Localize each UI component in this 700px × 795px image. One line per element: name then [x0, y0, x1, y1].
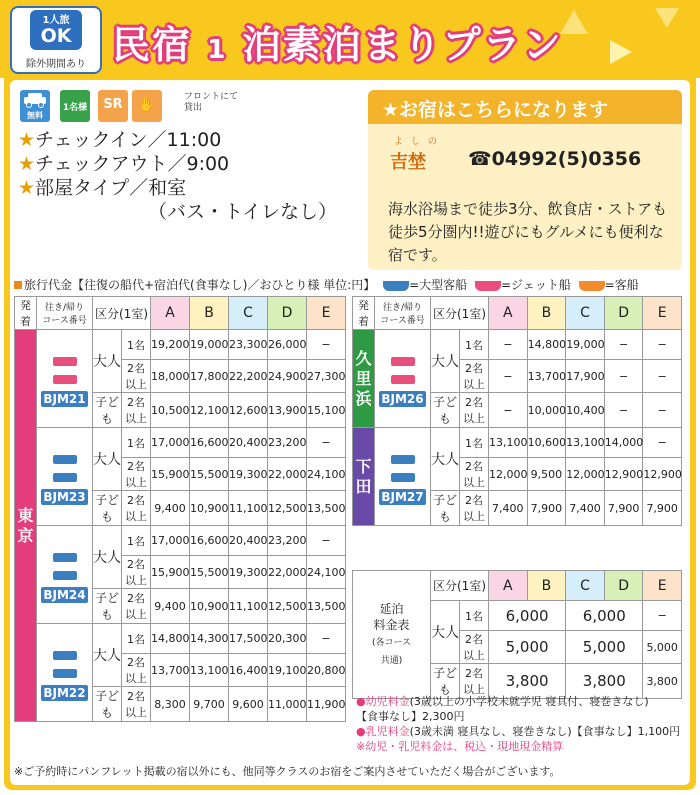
adult-label: 大人 [431, 601, 460, 664]
price-cell: 7,400 [566, 491, 605, 526]
table-row [353, 330, 682, 360]
legend-marker [14, 281, 22, 289]
child-label: 子ども [93, 491, 122, 526]
main-panel [10, 80, 690, 785]
header [0, 0, 700, 78]
class-header: 区分(1室) [431, 297, 489, 330]
table-header-row [15, 297, 346, 330]
count-label: 1名 [122, 330, 151, 360]
col-header-C: C [566, 571, 605, 601]
infant-notes [356, 694, 686, 754]
ship-icon [391, 357, 415, 366]
price-cell: 7,400 [489, 491, 528, 526]
infant-text: (3歳以上の小学校未就学児 寝具付、寝巻きなし) [409, 695, 649, 708]
baby-label: ●乳児料金 [356, 725, 410, 738]
price-cell: 9,700 [190, 687, 229, 722]
price-cell: 14,800 [151, 624, 190, 654]
price-cell: 23,200 [268, 526, 307, 556]
child-label: 子ども [431, 664, 460, 699]
price-cell: 19,200 [151, 330, 190, 360]
price-cell: 13,500 [307, 589, 346, 624]
price-cell: 8,300 [151, 687, 190, 722]
course-code-cell [37, 624, 93, 722]
col-header-D: D [604, 297, 643, 330]
price-cell: 12,900 [604, 458, 643, 491]
count-label: 2名以上 [122, 458, 151, 491]
price-cell: 15,100 [307, 393, 346, 428]
course-code: BJM26 [381, 391, 424, 406]
sr-icon [98, 90, 128, 122]
baby-line [356, 724, 686, 739]
badge-top-big: OK [40, 25, 72, 47]
price-cell: 24,900 [268, 360, 307, 393]
col-header-C: C [229, 297, 268, 330]
price-cell: − [604, 330, 643, 360]
count-label: 1名 [122, 526, 151, 556]
price-cell: 9,400 [151, 491, 190, 526]
price-cell: − [643, 360, 682, 393]
price-cell: 17,000 [151, 428, 190, 458]
price-cell: 14,000 [604, 428, 643, 458]
price-cell: − [307, 428, 346, 458]
title-pre: 民宿 [112, 23, 193, 67]
price-cell: − [604, 393, 643, 428]
price-cell: 19,000 [190, 330, 229, 360]
price-cell: 15,900 [151, 458, 190, 491]
count-label: 2名以上 [460, 631, 489, 664]
adult-label: 大人 [431, 330, 460, 393]
price-cell: 3,800 [489, 664, 566, 699]
child-label: 子ども [93, 393, 122, 428]
price-cell: 23,300 [229, 330, 268, 360]
adult-label: 大人 [93, 624, 122, 687]
kurihama-label: 久 里 浜 [353, 330, 375, 428]
price-cell: 14,800 [527, 330, 566, 360]
price-cell: 13,500 [307, 491, 346, 526]
ship-icon [53, 553, 77, 562]
hotel-heading: ★お宿はこちらになります [368, 90, 682, 124]
price-cell: − [643, 393, 682, 428]
checkout-text: チェックアウト／9:00 [35, 153, 230, 175]
table-row [15, 526, 346, 556]
price-cell: 10,000 [527, 393, 566, 428]
tokyo-label: 東 京 [15, 330, 37, 722]
price-cell: 18,000 [151, 360, 190, 393]
ship-icon [53, 455, 77, 464]
price-cell: 16,400 [229, 654, 268, 687]
course-code-cell [375, 428, 431, 526]
price-cell: 11,000 [268, 687, 307, 722]
price-cell: 16,600 [190, 428, 229, 458]
checkin-text: チェックイン／11:00 [35, 129, 222, 151]
price-cell: 5,000 [489, 631, 566, 664]
infant-label: ●幼児料金 [356, 695, 410, 708]
parking-label: 無料 [27, 111, 43, 120]
table-row [353, 428, 682, 458]
count-label: 2名以上 [122, 393, 151, 428]
price-cell: − [604, 360, 643, 393]
price-cell: 9,600 [229, 687, 268, 722]
course-code: BJM22 [43, 685, 86, 700]
sr-label: SR [103, 97, 123, 112]
decor-triangle [560, 10, 588, 34]
count-label: 1名 [460, 601, 489, 631]
price-cell: 10,900 [190, 491, 229, 526]
price-cell: 13,700 [527, 360, 566, 393]
count-label: 2名以上 [122, 491, 151, 526]
price-cell: 20,400 [229, 428, 268, 458]
large-ship-icon [383, 281, 409, 291]
child-label: 子ども [93, 589, 122, 624]
price-cell: 19,300 [229, 458, 268, 491]
table-row [15, 624, 346, 654]
price-legend [14, 276, 694, 293]
solo-travel-badge [10, 6, 102, 74]
table-row [15, 330, 346, 360]
price-cell: − [307, 526, 346, 556]
price-cell: 10,400 [566, 393, 605, 428]
badge-top-small: 1人旅 [42, 15, 70, 26]
rental-hand-icon: ✋ [132, 90, 162, 122]
count-label: 1名 [460, 330, 489, 360]
adult-label: 大人 [93, 428, 122, 491]
title-num: 1 [207, 35, 228, 65]
col-header-D: D [268, 297, 307, 330]
price-cell: 12,900 [643, 458, 682, 491]
price-cell: − [307, 330, 346, 360]
shimoda-label: 下 田 [353, 428, 375, 526]
parking-icon [20, 90, 50, 122]
count-label: 1名 [122, 428, 151, 458]
price-cell: 3,800 [643, 664, 682, 699]
price-cell: 12,500 [268, 491, 307, 526]
count-label: 2名以上 [460, 664, 489, 699]
price-cell: 5,000 [566, 631, 643, 664]
child-label: 子ども [93, 687, 122, 722]
adult-label: 大人 [93, 330, 122, 393]
price-cell: 20,400 [229, 526, 268, 556]
price-cell: 11,100 [229, 491, 268, 526]
table-header-row [353, 571, 682, 601]
dep-header: 発着 [15, 297, 37, 330]
price-cell: 7,900 [604, 491, 643, 526]
col-header-B: B [527, 297, 566, 330]
legend-big: =大型客船 [409, 278, 468, 292]
price-cell: 22,200 [229, 360, 268, 393]
price-cell: 15,500 [190, 458, 229, 491]
ship-icon [391, 473, 415, 482]
course-header: 往き/帰り コース番号 [37, 297, 93, 330]
page-title [112, 14, 563, 69]
checkin-line [18, 128, 337, 152]
price-cell: 10,900 [190, 589, 229, 624]
course-code: BJM23 [43, 489, 86, 504]
count-label: 2名以上 [460, 458, 489, 491]
col-header-E: E [307, 297, 346, 330]
col-header-A: A [151, 297, 190, 330]
price-cell: 11,100 [229, 589, 268, 624]
child-label: 子ども [431, 393, 460, 428]
col-header-E: E [643, 297, 682, 330]
price-cell: 12,600 [229, 393, 268, 428]
price-cell: 9,500 [527, 458, 566, 491]
col-header-C: C [566, 297, 605, 330]
footer-note: ※ご予約時にパンフレット掲載の宿以外にも、他同等クラスのお宿をご案内させていただく場合がございます。 [14, 765, 561, 778]
course-code: BJM27 [381, 489, 424, 504]
price-cell: 16,600 [190, 526, 229, 556]
ship-icon [53, 669, 77, 678]
price-cell: 12,000 [489, 458, 528, 491]
infant-payment-note: ※幼児・乳児料金は、税込・現地現金精算 [356, 740, 564, 753]
course-code-cell [37, 330, 93, 428]
count-label: 2名以上 [122, 654, 151, 687]
price-cell: 10,500 [151, 393, 190, 428]
passenger-ship-icon [579, 281, 605, 291]
price-cell: 15,900 [151, 556, 190, 589]
price-cell: 24,100 [307, 556, 346, 589]
ship-icon [391, 455, 415, 464]
price-cell: 13,900 [268, 393, 307, 428]
price-cell: 6,000 [566, 601, 643, 631]
price-cell: 15,500 [190, 556, 229, 589]
count-label: 2名以上 [460, 393, 489, 428]
tokyo-price-table [14, 296, 346, 722]
hotel-phone: ☎04992(5)0356 [468, 148, 642, 170]
extended-stay-label: 延泊 料金表 (各コース 共通) [353, 571, 431, 699]
hotel-info-box [368, 90, 682, 270]
room-text: 部屋タイプ／和室 [35, 177, 187, 199]
course-code-cell [37, 526, 93, 624]
single-person-label: 1名様 [62, 103, 88, 113]
price-cell: − [307, 624, 346, 654]
star-icon: ★ [18, 177, 36, 199]
count-label: 2名以上 [460, 491, 489, 526]
col-header-A: A [489, 571, 528, 601]
room-note: （バス・トイレなし） [148, 201, 338, 223]
col-header-B: B [190, 297, 229, 330]
price-cell: − [643, 428, 682, 458]
price-cell: 13,100 [489, 428, 528, 458]
price-cell: 24,100 [307, 458, 346, 491]
room-line [18, 176, 337, 200]
ship-icon [53, 357, 77, 366]
price-cell: 17,900 [566, 360, 605, 393]
course-code: BJM24 [43, 587, 86, 602]
class-header: 区分(1室) [431, 571, 489, 601]
col-header-E: E [643, 571, 682, 601]
price-cell: 19,300 [229, 556, 268, 589]
badge-note: 除外期間あり [26, 59, 86, 70]
jet-ship-icon [475, 281, 501, 291]
price-cell: 19,100 [268, 654, 307, 687]
price-cell: − [643, 330, 682, 360]
count-label: 2名以上 [460, 360, 489, 393]
price-cell: 12,000 [566, 458, 605, 491]
price-cell: 14,300 [190, 624, 229, 654]
price-cell: 27,300 [307, 360, 346, 393]
adult-label: 大人 [431, 428, 460, 491]
price-cell: 26,000 [268, 330, 307, 360]
count-label: 2名以上 [122, 687, 151, 722]
course-code: BJM21 [43, 391, 86, 406]
table-header-row [353, 297, 682, 330]
legend-title: 旅行代金【往復の船代+宿泊代(食事なし)／おひとり様 単位:円】 [24, 278, 376, 292]
title-post: 泊素泊まりプラン [242, 23, 563, 67]
hotel-name: 吉埜 [390, 152, 426, 173]
price-cell: 22,000 [268, 458, 307, 491]
decor-triangle [610, 40, 632, 64]
price-cell: 20,300 [268, 624, 307, 654]
infant-price: 【食事なし】2,300円 [356, 710, 465, 723]
checkout-line [18, 152, 337, 176]
legend-jet: =ジェット船 [501, 278, 571, 292]
room-spec [18, 128, 337, 224]
front-rental-note: フロントにて貸出 [184, 92, 239, 113]
price-cell: 11,900 [307, 687, 346, 722]
price-cell: 9,400 [151, 589, 190, 624]
star-icon: ★ [18, 129, 36, 151]
ship-icon [53, 571, 77, 580]
price-cell: 5,000 [643, 631, 682, 664]
price-cell: 23,200 [268, 428, 307, 458]
price-cell: 12,100 [190, 393, 229, 428]
dep-header: 発着 [353, 297, 375, 330]
price-cell: 19,000 [566, 330, 605, 360]
baby-text: (3歳未満 寝具なし、寝巻きなし)【食事なし】1,100円 [409, 725, 681, 738]
price-cell: 22,000 [268, 556, 307, 589]
badge-top [30, 10, 82, 50]
price-cell: 17,500 [229, 624, 268, 654]
ship-icon [53, 651, 77, 660]
price-cell: 13,100 [190, 654, 229, 687]
star-icon: ★ [18, 153, 36, 175]
count-label: 2名以上 [122, 360, 151, 393]
price-cell: 3,800 [566, 664, 643, 699]
course-code-cell [37, 428, 93, 526]
course-header: 往き/帰り コース番号 [375, 297, 431, 330]
price-cell: 20,800 [307, 654, 346, 687]
infant-line [356, 694, 686, 709]
ship-icon [53, 375, 77, 384]
single-person-icon [60, 90, 90, 122]
table-row [15, 428, 346, 458]
price-cell: − [489, 330, 528, 360]
price-cell: 12,500 [268, 589, 307, 624]
price-cell: 7,900 [527, 491, 566, 526]
price-cell: 13,100 [566, 428, 605, 458]
legend-plane: =客船 [604, 278, 639, 292]
course-code-cell [375, 330, 431, 428]
child-label: 子ども [431, 491, 460, 526]
price-cell: 17,000 [151, 526, 190, 556]
count-label: 2名以上 [122, 589, 151, 624]
col-header-B: B [527, 571, 566, 601]
kurihama-shimoda-price-table [352, 296, 682, 526]
col-header-D: D [604, 571, 643, 601]
price-cell: − [489, 360, 528, 393]
ship-icon [53, 473, 77, 482]
count-label: 2名以上 [122, 556, 151, 589]
count-label: 1名 [122, 624, 151, 654]
hotel-ruby: よしの [394, 137, 446, 147]
price-cell: 7,900 [643, 491, 682, 526]
hotel-description: 海水浴場まで徒歩3分、飲食店・ストアも徒歩5分圏内!!遊びにもグルメにも便利な宿です。 [388, 200, 668, 264]
col-header-A: A [489, 297, 528, 330]
count-label: 1名 [460, 428, 489, 458]
class-header: 区分(1室) [93, 297, 151, 330]
decor-triangle [655, 8, 679, 28]
price-cell: 13,700 [151, 654, 190, 687]
price-cell: − [489, 393, 528, 428]
price-cell: 17,800 [190, 360, 229, 393]
price-cell: − [643, 601, 682, 631]
price-cell: 6,000 [489, 601, 566, 631]
extended-stay-table [352, 570, 682, 699]
adult-label: 大人 [93, 526, 122, 589]
price-cell: 10,600 [527, 428, 566, 458]
ship-icon [391, 375, 415, 384]
